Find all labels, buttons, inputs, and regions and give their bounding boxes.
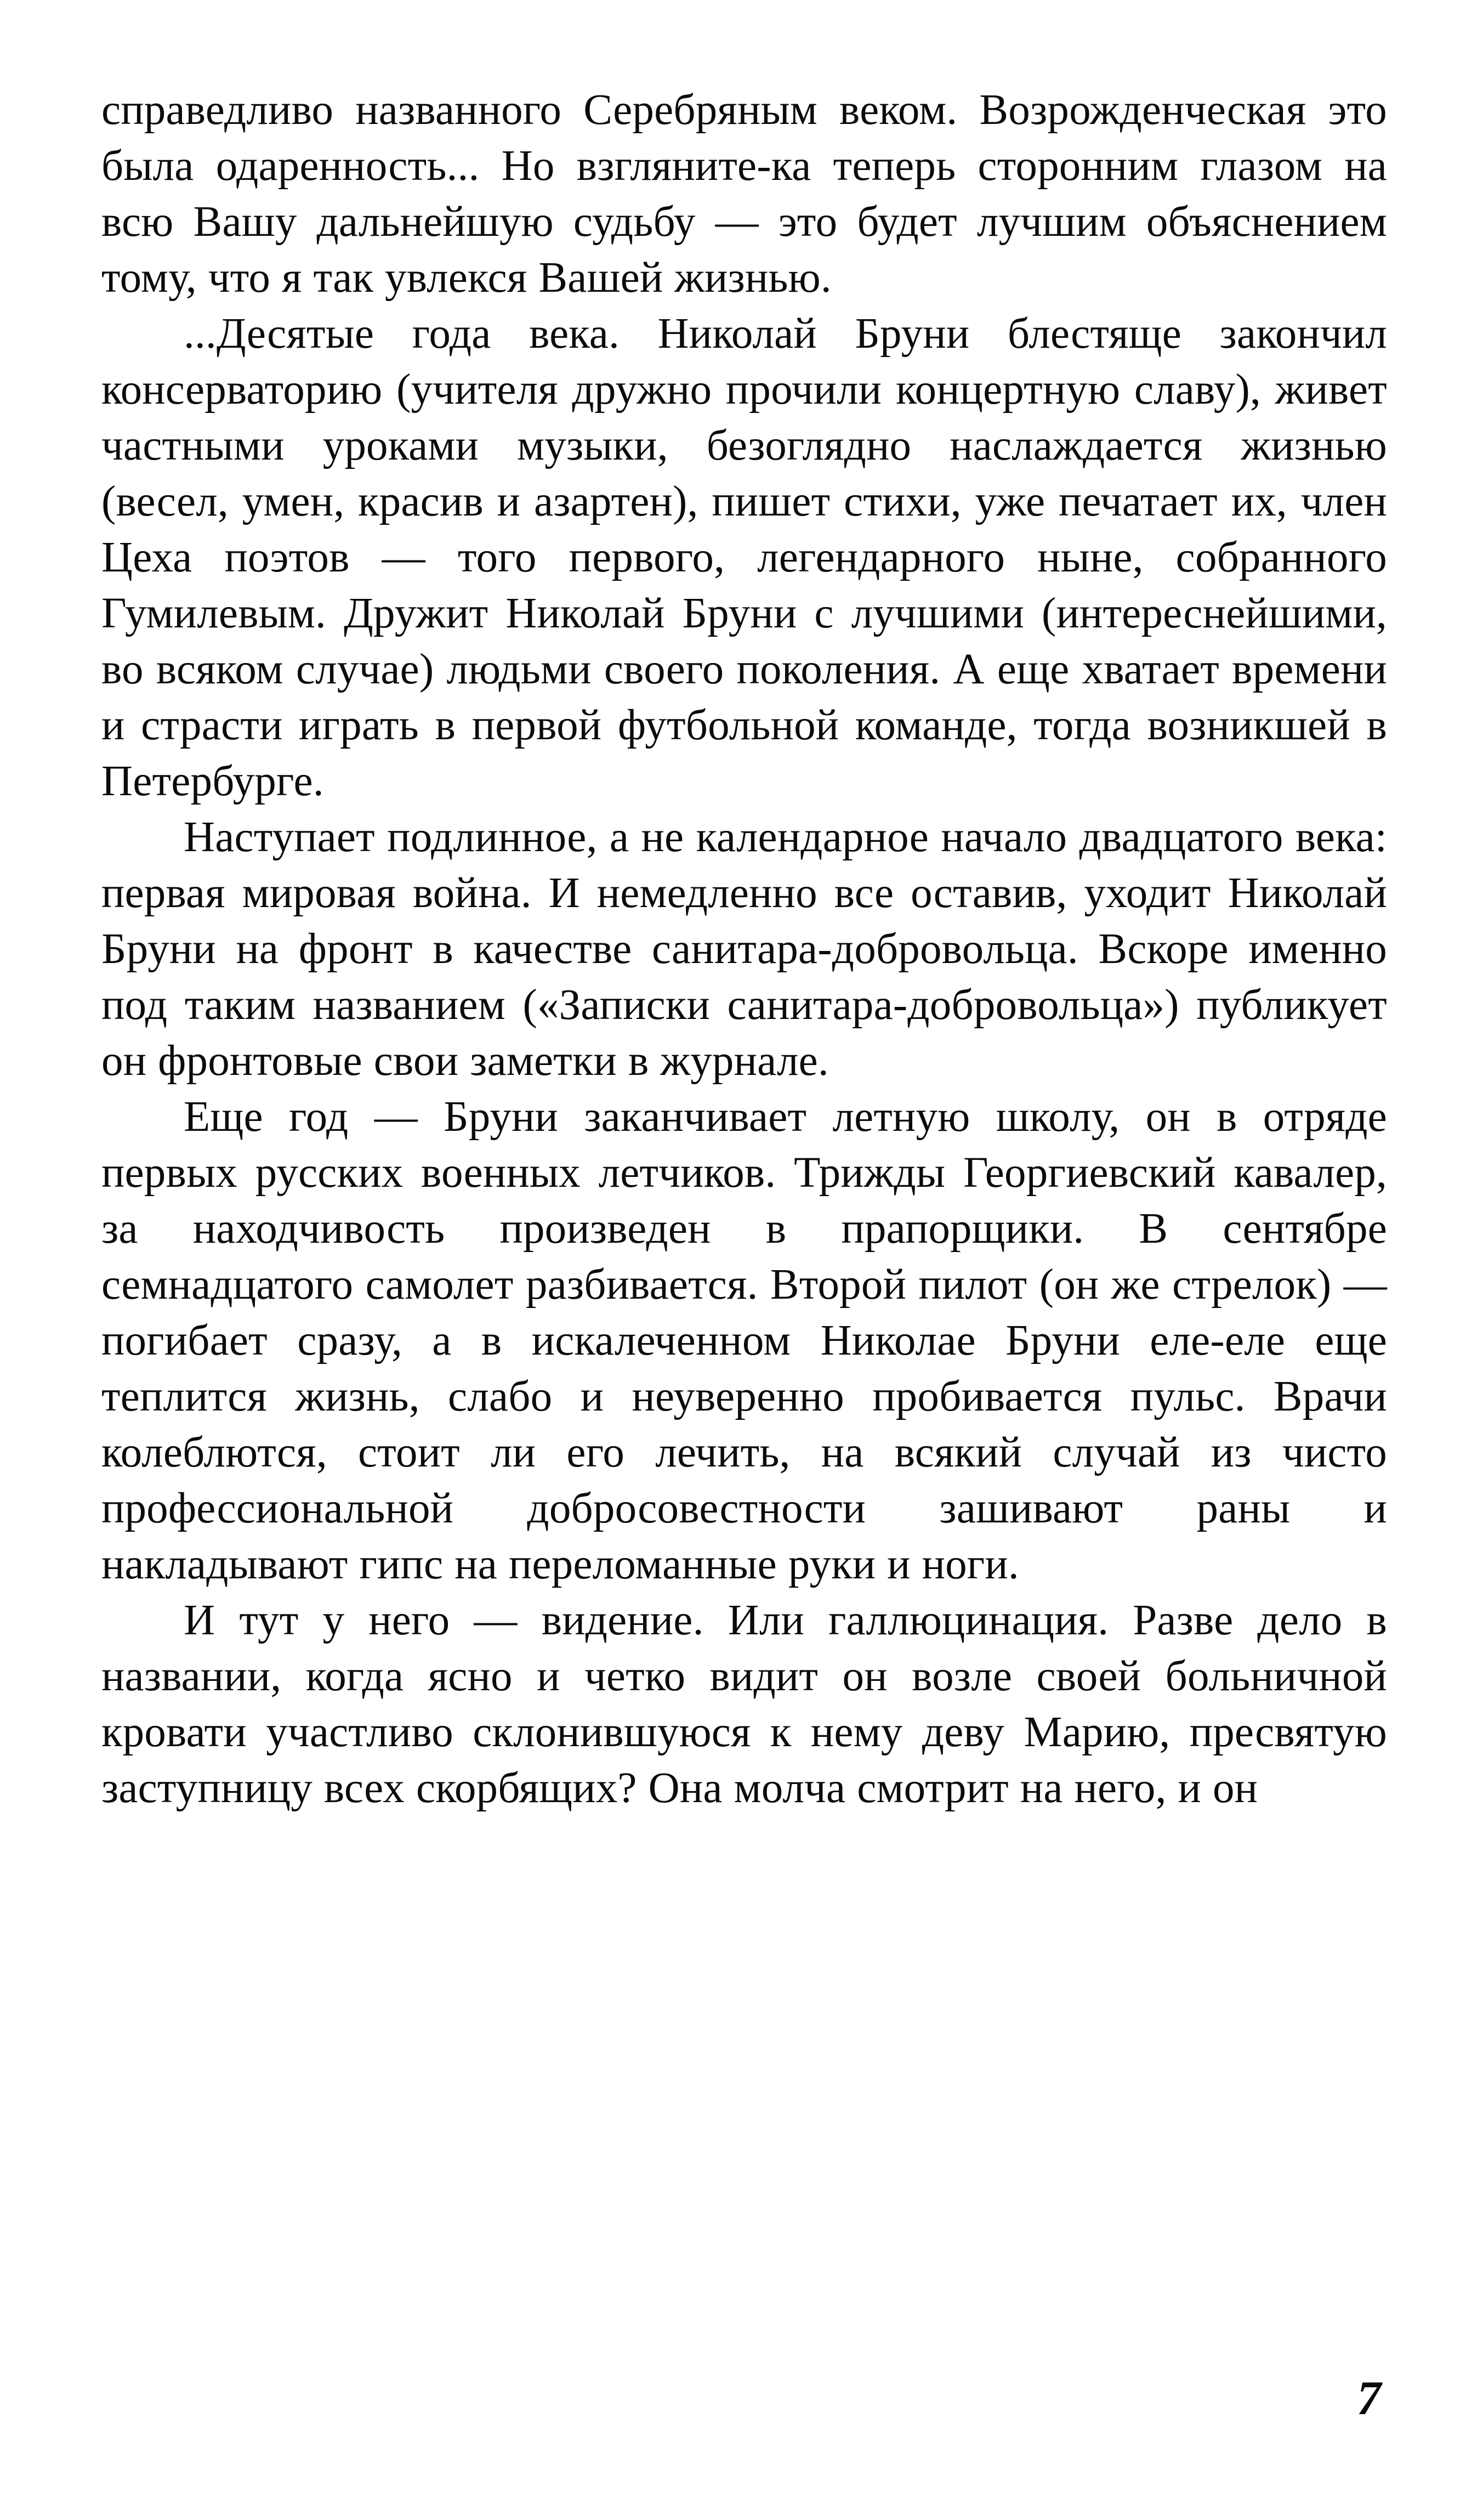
paragraph-1: справедливо названного Серебряным веком. Возрожденческая это была одаренность... Но взгляните-ка теперь сторонним глазом на всю Вашу дальнейшую судьбу — это будет лучшим объяснением тому, что я так увлекся Вашей жизнью. [101,86,1387,302]
body-text [101,82,1387,1816]
page-number: 7 [1357,2372,1381,2425]
paragraph-5: И тут у него — видение. Или галлюцинация. Разве дело в названии, когда ясно и четко видит он возле своей больничной кровати участливо склонившуюся к нему деву Марию, пресвятую заступницу всех скорбящих? Она молча смотрит на него, и он [101,1596,1387,1812]
paragraph-3: Наступает подлинное, а не календарное начало двадцатого века: первая мировая война. И немедленно все оставив, уходит Николай Бруни на фронт в качестве санитара-добровольца. Вскоре именно под таким названием («Записки санитара-добровольца») публикует он фронтовые свои заметки в журнале. [101,813,1387,1085]
paragraph-4: Еще год — Бруни заканчивает летную школу, он в отряде первых русских военных летчиков. Трижды Георгиевский кавалер, за находчивость произведен в прапорщики. В сентябре семнадцатого самолет разбивается. Второй пилот (он же стрелок) — погибает сразу, а в искалеченном Николае Бруни еле-еле еще теплится жизнь, слабо и неуверенно пробивается пульс. Врачи колеблются, стоит ли его лечить, на всякий случай из чисто профессиональной добросовестности зашивают раны и накладывают гипс на переломанные руки и ноги. [101,1093,1387,1588]
paragraph-2: ...Десятые года века. Николай Бруни блестяще закончил консерваторию (учителя дружно прочили концертную славу), живет частными уроками музыки, безоглядно наслаждается жизнью (весел, умен, красив и азартен), пишет стихи, уже печатает их, член Цеха поэтов — того первого, легендарного ныне, собранного Гумилевым. Дружит Николай Бруни с лучшими (интереснейшими, во всяком случае) людьми своего поколения. А еще хватает времени и страсти играть в первой футбольной команде, тогда возникшей в Петербурге. [101,310,1387,805]
